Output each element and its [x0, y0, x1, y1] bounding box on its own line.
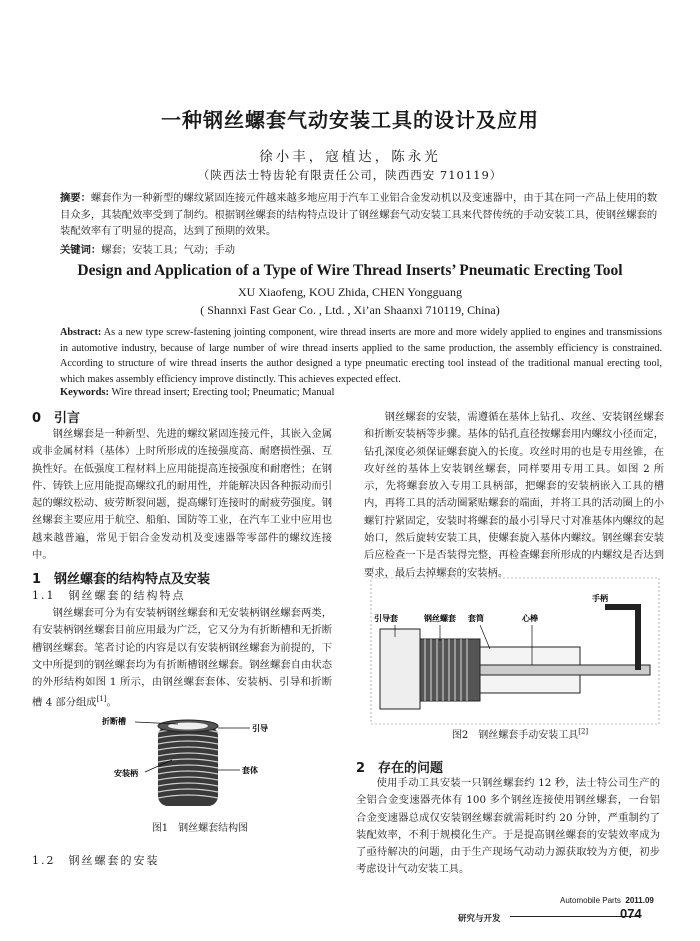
fig2-label-sleeve: 套筒 — [468, 614, 484, 623]
fig2-label-handle: 手柄 — [592, 594, 608, 603]
abstract-cn-text: 螺套作为一种新型的螺纹紧固连接元件越来越多地应用于汽车工业铝合金发动机以及变速器中，由于其在同一产品上使用的数目众多，其装配效率受到了制约。根据钢丝螺套的结构特点设计了钢丝螺套气动安装工具来代替传统的手动安装工具，使钢丝螺套的装配效率有了明显的提高，达到了预期的效果。 — [60, 192, 658, 237]
right-column-body: 钢丝螺套的安装，需遵循在基体上钻孔、攻丝、安装钢丝螺套和折断安装柄等步骤。基体的钻孔直径按螺套用内螺纹小径而定，钻孔深度必须保证螺套旋入的长度。攻丝时用的也是专用丝锥，在攻好丝的基体上安装钢丝螺套，同样要用专用工具。如图 2 所示，先将螺套放入专用工具柄部，把螺套的安装柄嵌入工具的槽内，再将工具的活动圈紧贴螺套的端面，并将工具的活动圈上的小螺钉拧紧固定，安装时将螺套的最小引导尺寸对准基体内螺纹的起始口，然后旋转安装工具，使螺套旋入基体内螺纹。钢丝螺套安装后应检查一下是否装得完整，再检查螺套所形成的内螺纹是否达到要求，最后去掉螺套的安装柄。 — [364, 411, 664, 579]
section-2-body: 使用手动工具安装一只钢丝螺套约 12 秒，法士特公司生产的全铝合金变速器壳体有 100 多个钢丝连接使用钢丝螺套，一台铝合金变速器总成仅安装钢丝螺套就需耗时约 20 分钟，严重制约了装配效率，不利于规模化生产。于是提高钢丝螺套的安装效率成为了亟待解决的问题，由于生产现场气动动力源获取较为方便，初步考虑设计气动安装工具。 — [356, 777, 660, 876]
section-1-2-heading: 1.2 钢丝螺套的安装 — [32, 854, 160, 867]
paper-title-cn: 一种钢丝螺套气动安装工具的设计及应用 — [161, 108, 539, 132]
tool-body — [380, 607, 650, 709]
section-1-heading: 1 钢丝螺套的结构特点及安装 — [32, 572, 211, 587]
keywords-cn-label: 关键词： — [60, 244, 102, 256]
section-1-1-heading: 1.1 钢丝螺套的结构特点 — [32, 589, 186, 602]
figure-2-caption-text: 图2 钢丝螺套手动安装工具 — [451, 730, 579, 741]
section-1-1-text: 钢丝螺套可分为有安装柄钢丝螺套和无安装柄钢丝螺套两类，有安装柄钢丝螺套目前应用最为广泛，它又分为有折断槽和无折断槽钢丝螺套。笔者讨论的内容是以有安装柄钢丝螺套为前提的，下文中所提到的钢丝螺套均为有折断槽钢丝螺套。钢丝螺套自由状态的外形结构如图 1 所示，由钢丝螺套套体、安装柄、引导和折断槽 4 部分组成 — [32, 607, 332, 709]
abstract-cn-label: 摘要： — [60, 192, 91, 204]
fig2-label-guide-sleeve: 引导套 — [374, 614, 398, 623]
figure-2-manual-tool — [370, 577, 660, 727]
keywords-en — [60, 387, 660, 398]
footer-journal-name: Automobile Parts — [560, 896, 621, 905]
paper-title-en: Design and Application of a Type of Wire Thread Inserts’ Pneumatic Erecting Tool — [77, 262, 623, 279]
fig1-label-notch: 折断槽 — [102, 717, 126, 726]
section-0-heading: 0 引言 — [32, 411, 81, 426]
section-1-1-body — [32, 605, 332, 712]
fig1-label-guide: 引导 — [252, 724, 268, 733]
authors-en: XU Xiaofeng, KOU Zhida, CHEN Yongguang — [238, 285, 462, 299]
section-1-1-end: 。 — [106, 696, 117, 709]
affiliation-en: ( Shannxi Fast Gear Co. , Ltd. , Xi’an Shaanxi 710119, China) — [200, 303, 500, 317]
footer-date: 2011.09 — [625, 896, 654, 905]
authors-cn: 徐小丰，寇植达，陈永光 — [259, 149, 441, 165]
keywords-cn — [60, 241, 660, 256]
fig2-label-insert: 钢丝螺套 — [424, 614, 456, 623]
figure-1-caption: 图1 钢丝螺套结构图 — [151, 823, 249, 834]
keywords-en-text: Wire thread insert; Erecting tool; Pneumatic; Manual — [111, 387, 335, 398]
citation-1: [1] — [96, 695, 107, 704]
section-0-body: 钢丝螺套是一种新型、先进的螺纹紧固连接元件，其嵌入金属或非金属材料（基体）上时所形成的连接强度高、耐磨损性强、互换性好。在低强度工程材料上应用能提高连接强度和耐磨性；在钢件、铸铁上应用能提高螺纹孔的耐用性，并能解决因各种振动而引起的螺纹松动、疲劳断裂问题，提高螺钉连接时的耐疲劳强度。钢丝螺套主要应用于航空、船舶、国防等工业，在汽车工业中应用也越来越普遍，常见于铝合金发动机及变速器等零部件的螺纹连接中。 — [32, 428, 332, 562]
abstract-en-text: As a new type screw-fastening jointing component, wire thread inserts are more and more widely applied to engines and transmissions in automotive industry, because of large number of wire thread inserts applied to the same production, the assembly efficiency is constrained. According to structure of wire thread inserts the author designed a type pneumatic erecting tool instead of the traditional manual erecting tool, which makes assembly efficiency improve distinctly. This achieves expected effect. — [60, 327, 662, 385]
fig1-label-handle: 安装柄 — [114, 769, 138, 778]
fig2-label-mandrel: 心棒 — [522, 614, 538, 623]
keywords-en-label: Keywords: — [60, 387, 109, 398]
insert-coil — [158, 720, 218, 806]
figure-2-caption — [440, 726, 600, 741]
citation-2: [2] — [578, 727, 589, 736]
page-number: 074 — [620, 906, 642, 921]
abstract-en-label: Abstract: — [60, 327, 102, 338]
footer-journal — [560, 896, 654, 905]
abstract-cn — [60, 190, 660, 240]
affiliation-cn: （陕西法士特齿轮有限责任公司，陕西西安 710119） — [197, 168, 503, 182]
figure-1-wire-insert — [100, 712, 280, 822]
section-2-heading: 2 存在的问题 — [356, 761, 444, 776]
keywords-cn-text: 螺套；安装工具；气动；手动 — [101, 244, 236, 256]
fig1-label-body: 套体 — [242, 766, 258, 775]
abstract-en — [60, 325, 662, 387]
footer-section-label: 研究与开发 — [458, 914, 501, 924]
